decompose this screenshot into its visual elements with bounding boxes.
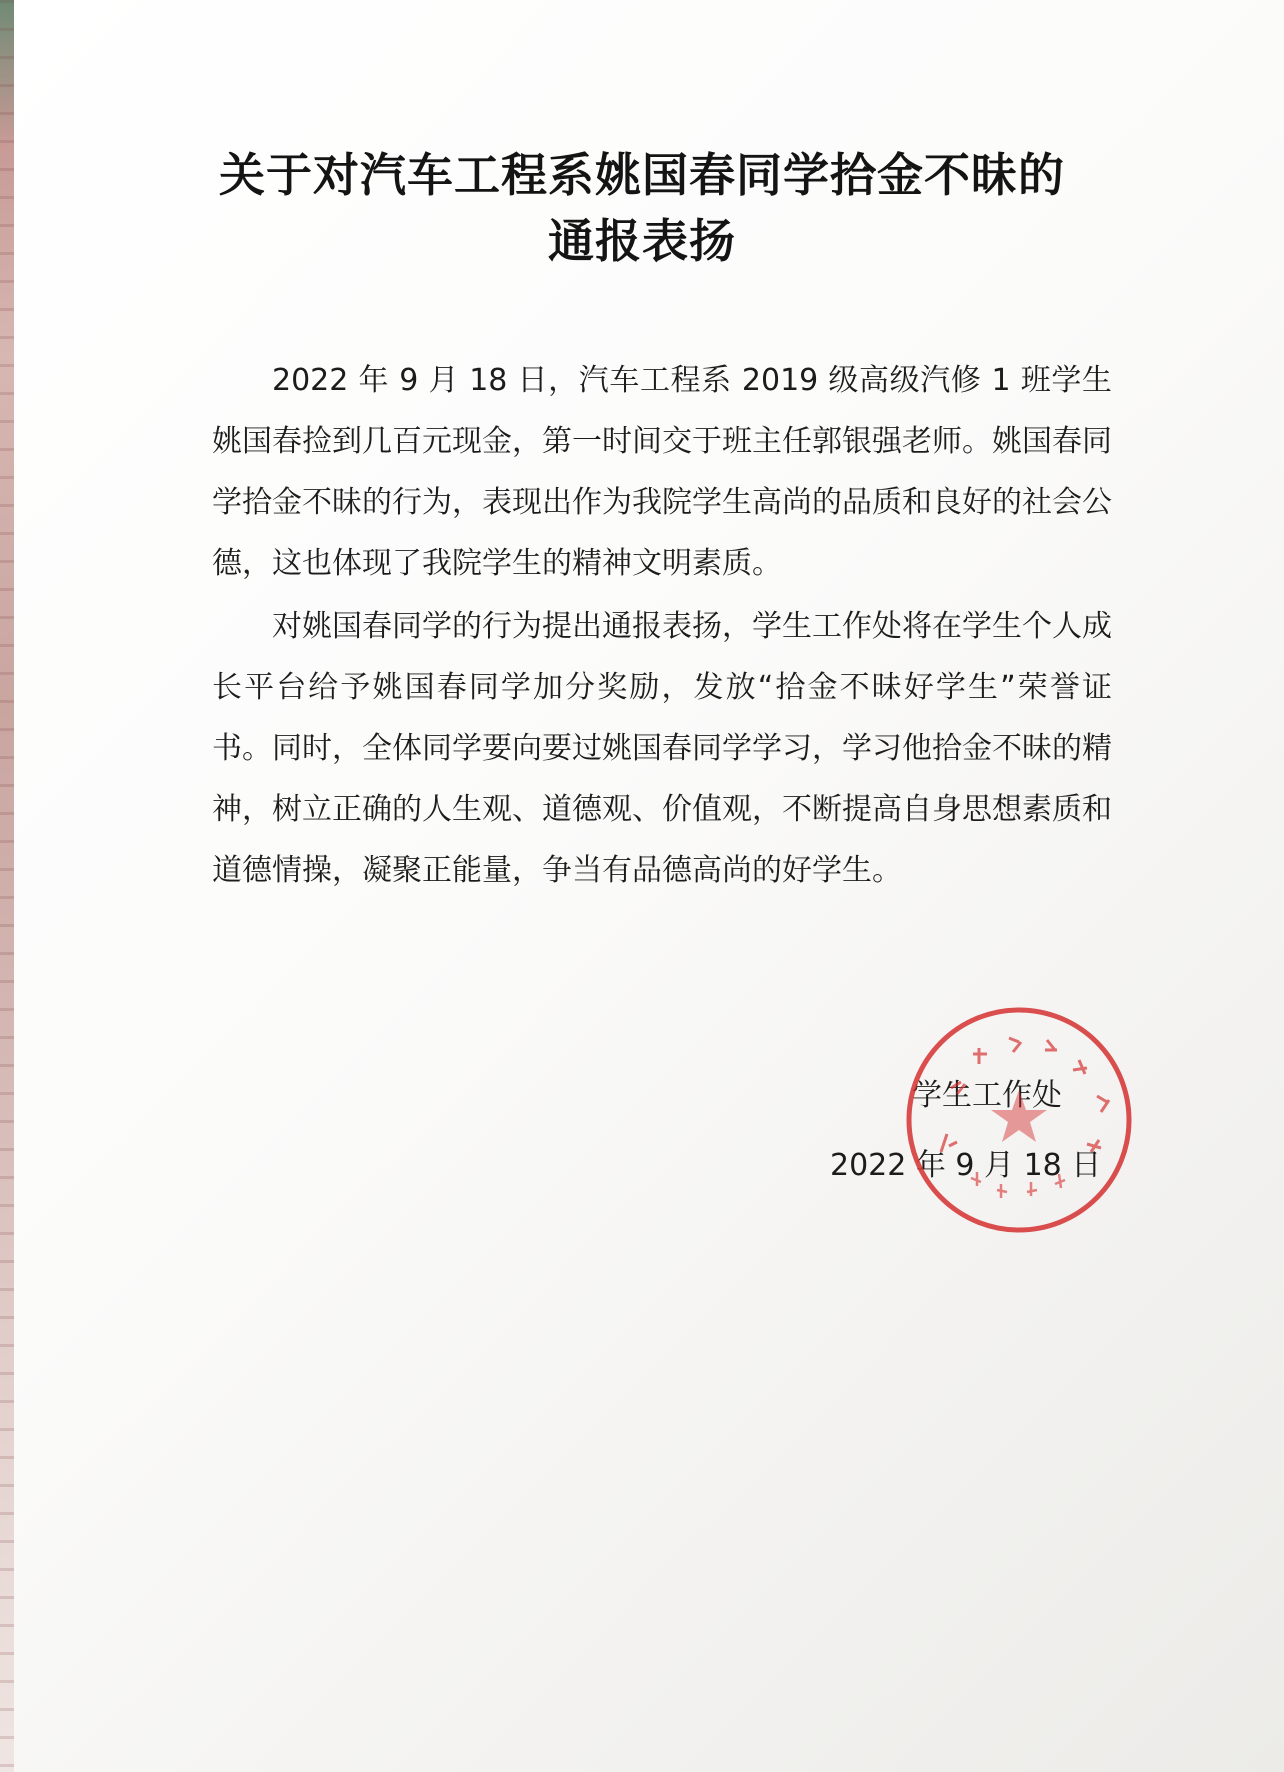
official-seal-stamp [901, 1002, 1137, 1238]
seal-bottom-lettering [971, 1172, 1065, 1198]
body-paragraph-1: 2022 年 9 月 18 日，汽车工程系 2019 级高级汽修 1 班学生姚国春捡到几百元现金，第一时间交于班主任郭银强老师。姚国春同学拾金不昧的行为，表现出作为我院学生高尚的品质和良好的社会公德，这也体现了我院学生的精神文明素质。 [212, 363, 1112, 581]
signature-date: 2022 年 9 月 18 日 [830, 1148, 1102, 1183]
seal-arc-lettering [941, 1038, 1109, 1152]
document-title [0, 142, 1284, 274]
document-body [212, 350, 1112, 901]
seal-star-icon [991, 1090, 1047, 1142]
title-line-2: 通报表扬 [548, 214, 736, 268]
title-line-1: 关于对汽车工程系姚国春同学拾金不昧的 [219, 148, 1065, 202]
signature-department: 学生工作处 [912, 1078, 1062, 1113]
body-paragraph-2: 对姚国春同学的行为提出通报表扬，学生工作处将在学生个人成长平台给予姚国春同学加分奖励，发放“拾金不昧好学生”荣誉证书。同时，全体同学要向要过姚国春同学学习，学习他拾金不昧的精神，树立正确的人生观、道德观、价值观，不断提高自身思想素质和道德情操，凝聚正能量，争当有品德高尚的好学生。 [212, 609, 1112, 888]
